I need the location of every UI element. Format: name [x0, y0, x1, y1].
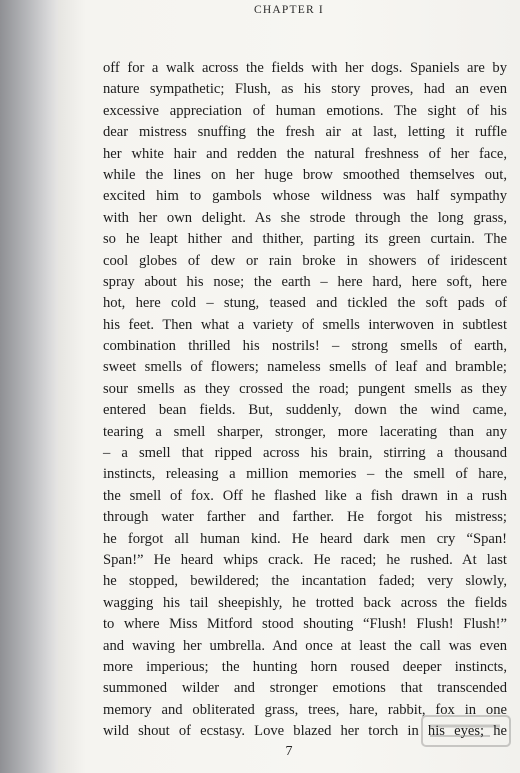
text-line: he forgot all human kind. He heard dark men cry “Span! — [103, 530, 507, 547]
text-line: to where Miss Mitford stood shouting “Flush! Flush! Flush!” — [103, 616, 507, 633]
text-line: – a smell that ripped across his brain, stirring a thousand — [103, 445, 507, 462]
text-line: excessive appreciation of human emotions. The sight of his — [103, 102, 507, 119]
text-line: his feet. Then what a variety of smells interwoven in subtlest — [103, 316, 507, 333]
text-line: nature sympathetic; Flush, as his story proves, had an even — [103, 81, 507, 98]
text-line: instincts, releasing a million memories – the smell of hare, — [103, 466, 507, 483]
text-line: and waving her umbrella. And once at least the call was even — [103, 637, 507, 654]
running-header: CHAPTER I — [254, 4, 324, 16]
text-line: hot, here cold – stung, teased and tickled the soft pads of — [103, 295, 507, 312]
text-line: Span!” He heard whips crack. He raced; he rushed. At last — [103, 551, 507, 568]
text-line: through water farther and farther. He forgot his mistress; — [103, 509, 507, 526]
book-spine-shadow — [0, 0, 62, 773]
text-line: while the lines on her huge brow smoothed themselves out, — [103, 166, 507, 183]
text-line: tearing a smell sharper, stronger, more lacerating than any — [103, 423, 507, 440]
text-line: so he leapt hither and thither, parting its green curtain. The — [103, 231, 507, 248]
body-text — [103, 58, 507, 743]
text-line: off for a walk across the fields with her dogs. Spaniels are by — [103, 60, 507, 76]
text-line: dear mistress snuffing the fresh air at last, letting it ruffle — [103, 124, 507, 141]
text-line: sweet smells of flowers; nameless smells of leaf and bramble; — [103, 359, 507, 376]
text-line: cool globes of dew or rain broke in showers of iridescent — [103, 252, 507, 269]
text-line: more imperious; the hunting horn roused deeper instincts, — [103, 658, 507, 675]
text-line: spray about his nose; the earth – here hard, here soft, here — [103, 273, 507, 290]
text-line: the smell of fox. Off he flashed like a fish drawn in a rush — [103, 487, 507, 504]
text-line: memory and obliterated grass, trees, hare, rabbit, fox in one — [103, 701, 507, 718]
text-line: her white hair and redden the natural freshness of her face, — [103, 145, 507, 162]
text-line: summoned wilder and stronger emotions that transcended — [103, 680, 507, 697]
text-line: wild shout of ecstasy. Love blazed her torch in his eyes; he — [103, 723, 507, 740]
text-line: sour smells as they crossed the road; pungent smells as they — [103, 380, 507, 397]
watermark-stamp — [420, 712, 512, 752]
text-line: entered bean fields. But, suddenly, down the wind came, — [103, 402, 507, 419]
text-line: he stopped, bewildered; the incantation faded; very slowly, — [103, 573, 507, 590]
text-line: wagging his tail sheepishly, he trotted back across the fields — [103, 594, 507, 611]
page-number: 7 — [285, 744, 293, 759]
text-line: combination thrilled his nostrils! – strong smells of earth, — [103, 338, 507, 355]
text-line: excited him to gambols whose wildness was half sympathy — [103, 188, 507, 205]
text-line: with her own delight. As she strode through the long grass, — [103, 209, 507, 226]
